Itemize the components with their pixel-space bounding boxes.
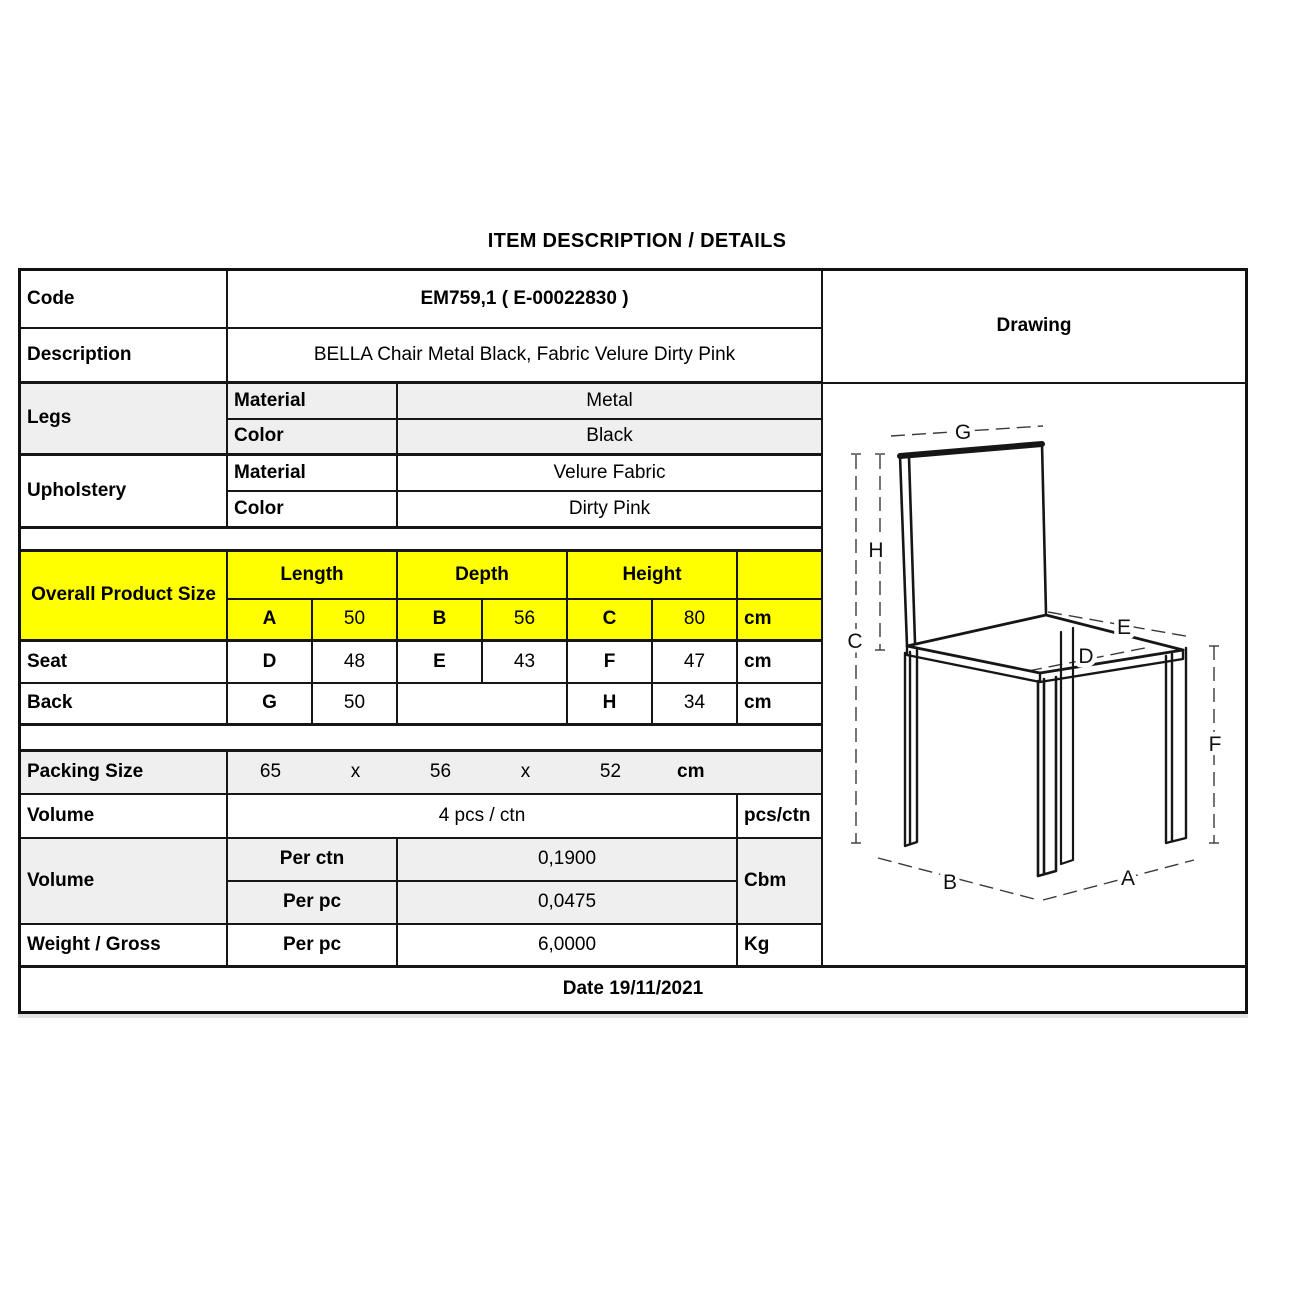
weight-value: 6,0000 — [398, 925, 738, 968]
length-header: Length — [228, 552, 398, 600]
dim-label-h: H — [868, 539, 884, 562]
spacer-row — [21, 529, 823, 552]
date-row: Date 19/11/2021 — [21, 968, 1245, 1011]
dim-line-a — [1043, 860, 1194, 900]
seat-label: Seat — [21, 642, 228, 684]
volume-cbm-label: Volume — [21, 839, 228, 925]
legs-label: Legs — [21, 384, 228, 456]
dim-label-b: B — [942, 871, 958, 894]
per-ctn-value: 0,1900 — [398, 839, 738, 882]
volume-pcs-label: Volume — [21, 795, 228, 839]
packing-depth: 56 — [429, 761, 452, 783]
packing-separator: x — [350, 761, 361, 783]
dim-label-d: D — [1078, 645, 1094, 668]
depth-header: Depth — [398, 552, 568, 600]
packing-size-label: Packing Size — [21, 752, 228, 795]
upholstery-color-label: Color — [228, 492, 398, 529]
drawing-area — [823, 384, 1245, 968]
seat-depth-key: E — [398, 642, 483, 684]
legs-color-label: Color — [228, 420, 398, 456]
upholstery-material-value: Velure Fabric — [398, 456, 823, 492]
chair-drawing — [823, 384, 1243, 966]
overall-height-key: C — [568, 600, 653, 642]
seat-length-key: D — [228, 642, 313, 684]
packing-unit: cm — [677, 761, 705, 783]
back-length-key: G — [228, 684, 313, 726]
height-header: Height — [568, 552, 738, 600]
packing-length: 65 — [259, 761, 282, 783]
page-title: ITEM DESCRIPTION / DETAILS — [487, 230, 787, 252]
back-unit: cm — [738, 684, 823, 726]
dim-label-c: C — [847, 630, 863, 653]
overall-length-value: 50 — [313, 600, 398, 642]
back-height-key: H — [568, 684, 653, 726]
weight-per-pc-label: Per pc — [228, 925, 398, 968]
seat-height-key: F — [568, 642, 653, 684]
legs-material-value: Metal — [398, 384, 823, 420]
packing-separator: x — [520, 761, 531, 783]
seat-height-value: 47 — [653, 642, 738, 684]
back-length-value: 50 — [313, 684, 398, 726]
overall-height-value: 80 — [653, 600, 738, 642]
overall-depth-key: B — [398, 600, 483, 642]
volume-cbm-unit: Cbm — [738, 839, 823, 925]
weight-label: Weight / Gross — [21, 925, 228, 968]
overall-depth-value: 56 — [483, 600, 568, 642]
description-label: Description — [21, 329, 228, 384]
back-depth-empty — [398, 684, 568, 726]
upholstery-label: Upholstery — [21, 456, 228, 529]
seat-depth-value: 43 — [483, 642, 568, 684]
unit-header-empty — [738, 552, 823, 600]
dim-label-e: E — [1116, 616, 1132, 639]
volume-pcs-value: 4 pcs / ctn — [228, 795, 738, 839]
dim-label-f: F — [1208, 733, 1222, 756]
code-value: EM759,1 ( E-00022830 ) — [228, 271, 823, 329]
spacer-row — [21, 726, 823, 752]
back-label: Back — [21, 684, 228, 726]
packing-size-values — [228, 752, 823, 795]
overall-unit: cm — [738, 600, 823, 642]
dim-label-g: G — [954, 421, 972, 444]
dim-line-b — [878, 858, 1038, 900]
code-label: Code — [21, 271, 228, 329]
per-ctn-label: Per ctn — [228, 839, 398, 882]
overall-size-label: Overall Product Size — [21, 552, 228, 642]
dim-label-a: A — [1120, 867, 1136, 890]
upholstery-material-label: Material — [228, 456, 398, 492]
back-height-value: 34 — [653, 684, 738, 726]
seat-length-value: 48 — [313, 642, 398, 684]
drawing-header: Drawing — [823, 271, 1245, 384]
overall-length-key: A — [228, 600, 313, 642]
volume-pcs-unit: pcs/ctn — [738, 795, 823, 839]
spec-table — [18, 268, 1248, 1014]
per-pc-label: Per pc — [228, 882, 398, 925]
packing-height: 52 — [599, 761, 622, 783]
legs-material-label: Material — [228, 384, 398, 420]
seat-unit: cm — [738, 642, 823, 684]
description-value: BELLA Chair Metal Black, Fabric Velure Dirty Pink — [228, 329, 823, 384]
per-pc-value: 0,0475 — [398, 882, 738, 925]
weight-unit: Kg — [738, 925, 823, 968]
legs-color-value: Black — [398, 420, 823, 456]
upholstery-color-value: Dirty Pink — [398, 492, 823, 529]
